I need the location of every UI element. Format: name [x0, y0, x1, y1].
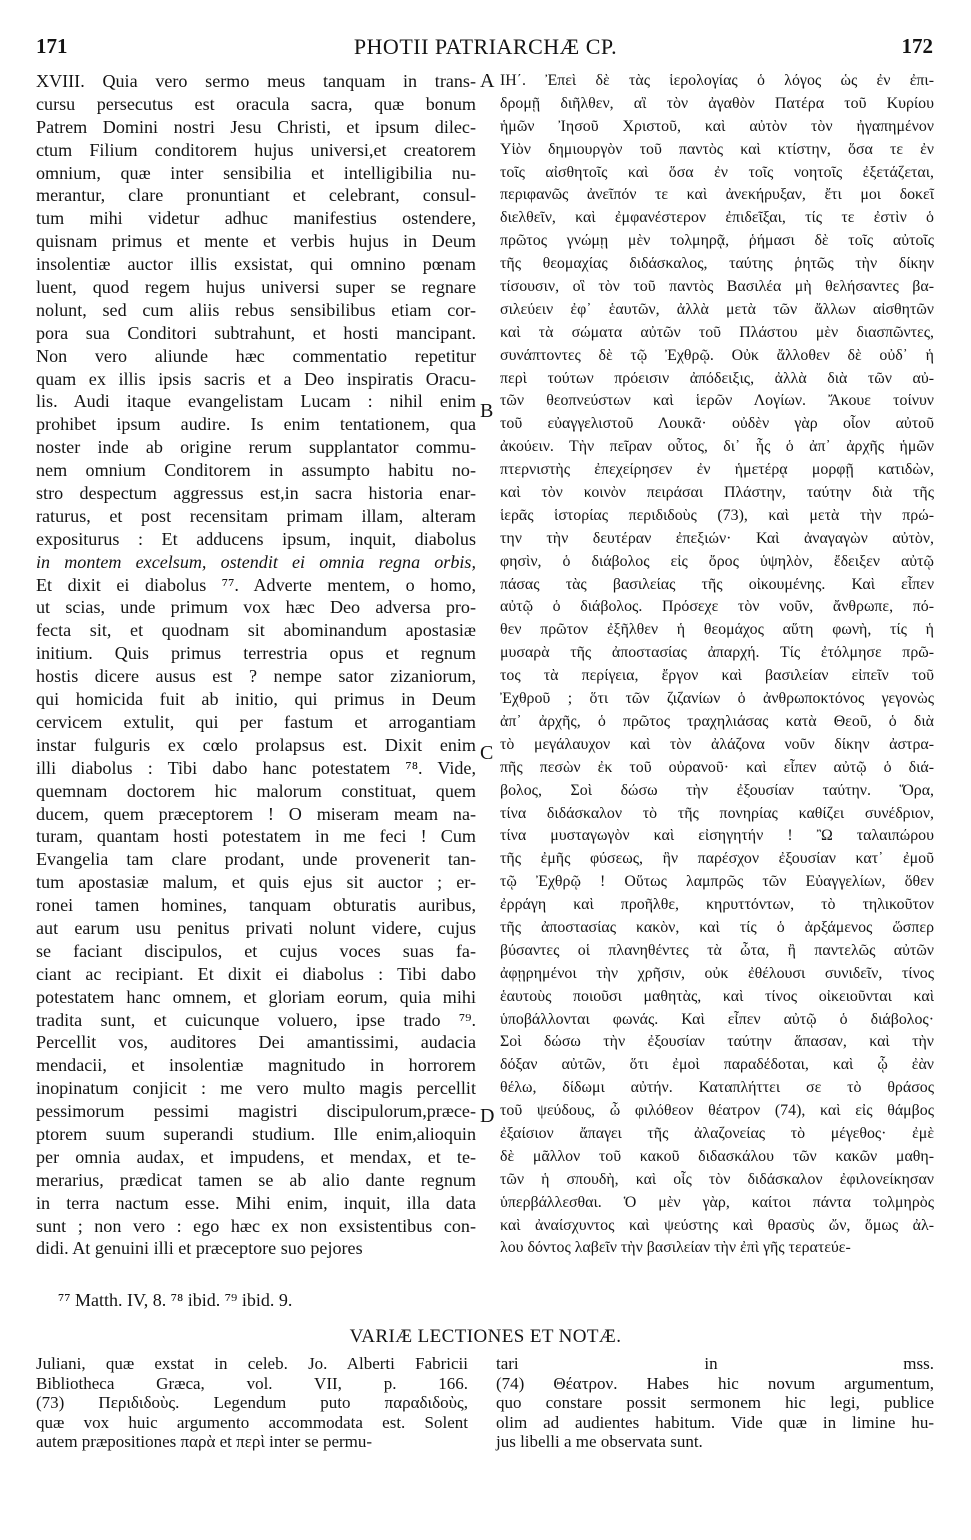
note-line: Juliani, quæ exstat in celeb. Jo. Alberti Fabricii	[36, 1354, 468, 1373]
note-line: quo constare possit sermonem hic legi, publice	[496, 1393, 934, 1413]
latin-text-line: pora sua Conditori subtrahunt, et hosti mancipant.	[36, 322, 476, 343]
note-line: olim ad audientes habitum. Vide quæ in limine hu-	[496, 1412, 934, 1432]
greek-text-line: τος τὰ περίγεια, ἔργον καὶ βασιλείαν εἰπεῖν τοῦ	[500, 667, 934, 685]
greek-text-line: τῆς ἐμῆς φύσεως, ἣν παρέσχον ἐξουσίαν κατ᾽ ἐμοῦ	[500, 850, 934, 868]
latin-text-line: cursu persecutus est oracula sacra, quæ bonum	[36, 93, 476, 114]
latin-text-line: prohibet ipsum audire. Is enim tentationem, qua	[36, 414, 476, 435]
greek-text-line: ἀκούειν. Τὴν πεῖραν οὗτος, δι᾽ ἧς ὁ ἀπ᾽ ἀρχῆς ἡμῶν	[500, 438, 934, 456]
latin-text-line: stro despectum aggressus est,in sacra historia enar-	[36, 483, 476, 504]
greek-text-line: τῆς ἀποστασίας κακὸν, καὶ τίς ὁ ἀρξάμενος ὥσπερ	[500, 918, 934, 936]
notes-right-column	[496, 1354, 934, 1452]
margin-marker-c: C	[480, 742, 494, 764]
latin-text-line: nem omnium Conditorem in assumpto habitu no-	[36, 460, 476, 481]
greek-text-line: τῶν θεοπνεύστων καὶ ἱερῶν Λογίων. Ἄκουε τοίνυν	[500, 392, 934, 410]
latin-text-line: omnium, quæ inter sensibilia et intelligibilia nu-	[36, 162, 476, 183]
greek-text-line: τοῖς αἰσθητοῖς καὶ ὅσα ἐν τοῖς νοητοῖς ἐξετάζεται,	[500, 163, 934, 181]
greek-text-line: τῷ Ἐχθρῷ ! Οὕτως λαμπρῶς τῶν Εὐαγγελίων, ὅθεν	[500, 873, 934, 891]
latin-text-line: pessimorum pessimi magistri discipulorum,præce-	[36, 1101, 476, 1122]
latin-text-line: Et dixit ei diabolus ⁷⁷. Adverte mentem, o homo,	[36, 574, 476, 595]
latin-text-line: cervicem extulit, qui per fastum et arrogantiam	[36, 711, 476, 732]
latin-text-line: tradita sunt, et cuicunque voluero, ipse trado ⁷⁹.	[36, 1009, 476, 1030]
greek-text-line: θεν πρῶτον ἐξῆλθεν ἡ θεομάχος αὕτη φωνὴ, τίς ἡ	[500, 621, 934, 639]
greek-text-line: ἀπ᾽ ἀρχῆς, ὁ πρῶτος τραχηλιάσας κατὰ Θεοῦ, ὁ διὰ	[500, 712, 934, 730]
greek-text-line: ΙΗ΄. Ἐπεὶ δὲ τὰς ἱερολογίας ὁ λόγος ὡς ἐν ἐπι-	[500, 72, 934, 89]
greek-text-line: βύσαντες οἱ πλανηθέντες τὰ ὦτα, ἢ παντελῶς αὐτῶν	[500, 941, 934, 959]
latin-text-line: mendacii, et insolentiæ magnitudo in horrorem	[36, 1055, 476, 1076]
latin-text-line: tum mihi videtur adhuc manifestius ostendere,	[36, 208, 476, 229]
greek-text-line: δόξαν αὐτῶν, ὅτι ἐμοὶ παραδέδοται, καὶ ᾧ ἐὰν	[500, 1056, 934, 1074]
latin-text-line: per omnia audax, et impudens, et mendax, et te-	[36, 1146, 476, 1167]
latin-text-line: Percellit vos, auditores Dei amantissimi, audacia	[36, 1032, 476, 1053]
latin-text-line: instar fulguris ex cœlo prolapsus est. Dixit enim	[36, 734, 476, 755]
latin-text-line: ciant ac recipiant. Et dixit ei diabolus : Tibi dabo	[36, 963, 476, 984]
greek-text-line: λου δόντος λαβεῖν τὴν βασιλείαν τὴν ἐπὶ γῆς τερατεύε-	[500, 1239, 851, 1257]
latin-text-line: potestatem hanc omnem, et gloriam eorum, quia mihi	[36, 986, 476, 1007]
greek-text-line: πῆς πεσὼν ἐκ τοῦ οὐρανοῦ· καὶ εἶπεν αὐτῷ ὁ διά-	[500, 758, 934, 776]
greek-text-line: συνάπτοντες δὲ τῷ Ἐχθρῷ. Οὐκ ἄλλοθεν δὲ οὐδ᾽ ἡ	[500, 346, 934, 364]
greek-text-line: δὲ μᾶλλον τοῦ κακοῦ διδασκάλου τῶν κακῶν μαθη-	[500, 1147, 934, 1165]
running-title: PHOTII PATRIARCHÆ CP.	[353, 34, 618, 59]
margin-marker-b: B	[480, 400, 494, 422]
notes-left-column	[36, 1354, 468, 1452]
latin-text-line: ctum Filium conditorem hujus universi,et creatorem	[36, 139, 476, 160]
latin-text-line: quemnam doctorem hic malorum constituat, quem	[36, 780, 476, 801]
greek-text-line: περιφανῶς ἀνεῖπόν τε καὶ ἀνεκήρυξαν, ἔτι μοι δοκεῖ	[500, 186, 934, 204]
latin-text-line: quam ex illis ipsis sacris et a Deo inspiratis Oracu-	[36, 368, 476, 389]
greek-text-line: ἐρράγη καὶ προῆλθε, κηρυττόντων, τὸ τηλικοῦτον	[500, 896, 934, 914]
greek-text-line: τίνα μυσταγωγὸν καὶ εἰσηγητήν ! Ὢ ταλαιπώρου	[500, 827, 934, 845]
greek-text-line: βολος, Σοὶ δώσω τὴν ἐξουσίαν ταύτην. Ὅρα,	[500, 781, 934, 799]
greek-text-line: τοῦ ψεύδους, ὦ φιλόθεον θέατρον (74), καὶ εἰς θάμβος	[500, 1102, 934, 1120]
latin-text-line: inopinatum conjicit : me vero multo magis percellit	[36, 1078, 476, 1099]
latin-text-line: quisnam primus et mente et verbis hujus in Deum	[36, 231, 476, 252]
note-line: (73) Περιδιδοὺς. Legendum puto παραδιδοὺς,	[36, 1393, 468, 1413]
latin-text-line: expositurus : Et adducens ipsum, inquit, diabolus	[36, 528, 476, 549]
greek-text-line: σιλεύειν ἐφ᾽ ἑαυτῶν, ἀλλὰ μετὰ τῶν ἄλλων αἰσθητῶν	[500, 300, 934, 318]
latin-text-line: merantur, clare pronuntiant et celebrant, consul-	[36, 185, 476, 206]
scripture-footnotes: ⁷⁷ Matth. IV, 8. ⁷⁸ ibid. ⁷⁹ ibid. 9.	[58, 1290, 293, 1310]
greek-text-line: πάσας τὰς βασιλείας τῆς οἰκουμένης. Καὶ εἶπεν	[500, 575, 934, 593]
note-line: Bibliotheca Græca, vol. VII, p. 166.	[36, 1373, 468, 1393]
latin-text-line: qui homicida fuit ab initio, qui primus in Deum	[36, 689, 476, 710]
left-page-number: 171	[36, 34, 68, 58]
latin-text-line: Patrem Domini nostri Jesu Christi, et ipsum dilec-	[36, 116, 476, 137]
latin-text-line: Non vero aliunde hæc commentatio repetitur	[36, 345, 476, 366]
greek-text-line: καὶ ἀναίσχυντος καὶ ψεύστης καὶ θρασὺς ὤν, ὅμως ἀλ-	[500, 1216, 934, 1234]
latin-text-line: fecta sit, et quodnam sit abominandum apostasiæ	[36, 620, 476, 641]
latin-text-line: ronei tamen homines, tanquam obturatis auribus,	[36, 895, 476, 916]
latin-text-line: hostis dicere ausus est ? nempe sator zizaniorum,	[36, 666, 476, 687]
latin-text-line: in montem excelsum, ostendit ei omnia regna orbis,	[36, 551, 476, 572]
latin-text-line: lis. Audi itaque evangelistam Lucam : nihil enim	[36, 391, 476, 412]
note-line: (74) Θέατρον. Habes hic novum argumentum,	[496, 1373, 934, 1393]
greek-text-line: ὑπερβάλλεσθαι. Ὁ μὲν γὰρ, καίτοι πάντα τολμηρὸς	[500, 1193, 934, 1211]
greek-text-line: Σοὶ δώσω τὴν ἐξουσίαν ταύτην ἅπασαν, καὶ τὴν	[500, 1033, 934, 1051]
latin-text-line: aut earum usu penitus privati nolunt videre, cujus	[36, 917, 476, 938]
latin-text-line: noster inde ab origine rerum supplantator commu-	[36, 437, 476, 458]
greek-text-line: τῶν ἡ σπουδὴ, καὶ οἷς τὸν διδάσκαλον ἐφιλονείκησαν	[500, 1170, 934, 1188]
page-header	[0, 34, 971, 64]
greek-text-line: δρομῇ διῆλθεν, αἳ τὸν ἀγαθὸν Πατέρα τοῦ Κυρίου	[500, 94, 934, 112]
greek-text-line: Υἱὸν δημιουργὸν τοῦ παντὸς καὶ κτίστην, ὅσα τε ἐν	[500, 140, 934, 158]
latin-column	[36, 70, 476, 1260]
greek-text-line: Ἐχθροῦ ; ὅτι τῶν ζιζανίων ὁ ἀνθρωποκτόνος γεγονὼς	[500, 690, 934, 708]
latin-text-line: nolunt, sed cum aliis rebus sensibilibus etiam cor-	[36, 299, 476, 320]
latin-text-line: merarius, prædicat tamen se ab alio dante regnum	[36, 1169, 476, 1190]
greek-text-line: μυσαρὰ τῆς ἀποστασίας ἀπαρχή. Τίς ἐτόλμησε πρῶ-	[500, 644, 934, 662]
latin-text-line: tum apostasiæ malum, et quis ejus sit auctor ; er-	[36, 872, 476, 893]
latin-text-line: Evangelia tam clare prodant, unde provenerit tan-	[36, 849, 476, 870]
greek-text-line: τὸ μεγάλαυχον καὶ τὸν ἀλάζονα νοῦν δίκην ἀστρα-	[500, 735, 934, 753]
greek-text-line: ὑποβάλλονται φωνάς. Καὶ εἶπεν αὐτῷ ὁ διάβολος·	[500, 1010, 934, 1028]
greek-text-line: φησὶν, ὁ διάβολος εἰς ὄρος ὑψηλὸν, ἔδειξεν αὐτῷ	[500, 552, 934, 570]
latin-text-line: ptorem suum superandi studium. Ille enim,alioquin	[36, 1123, 476, 1144]
greek-text-line: πρῶτος γνώμῃ μὲν τολμηρᾷ, ῥήμασι δὲ τοῖς αὐτοῖς	[500, 232, 934, 250]
latin-text-line: illi diabolus : Tibi dabo hanc potestatem ⁷⁸. Vide,	[36, 757, 476, 778]
greek-text-line: ἡμῶν Ἰησοῦ Χριστοῦ, καὶ αὐτὸν τὸν ἠγαπημένον	[500, 117, 934, 135]
latin-text-line: raturus, et post recensitam primam illam, alteram	[36, 505, 476, 526]
greek-text-line: ἀφῃρημένοι τὴν χρῆσιν, οὐκ ἐθέλουσι συνιδεῖν, τίνος	[500, 964, 934, 982]
latin-text-line: turam, quantam hosti potestatem in me feci ! Cum	[36, 826, 476, 847]
greek-text-line: καὶ τὸν κοινὸν πειράσαι Πλάστην, ταύτην διὰ τῆς	[500, 484, 934, 502]
greek-text-line: τοῦ εὐαγγελιστοῦ Λουκᾶ· οὐδὲν γὰρ οἷον αὐτοῦ	[500, 415, 934, 433]
note-line: jus libelli a me observata sunt.	[496, 1432, 703, 1452]
latin-text-line: insolentiæ auctor illis exsistat, qui omnino pœnam	[36, 254, 476, 275]
latin-text-line: ducem, quem præceptorem ! O miseram meam na-	[36, 803, 476, 824]
latin-text-line: in terra nactum esse. Mihi enim, inquit, illa data	[36, 1192, 476, 1213]
latin-text-line: ut scias, unde primum vox hæc Deo adversa pro-	[36, 597, 476, 618]
greek-text-line: τίνα διδάσκαλον τὸ τῆς πονηρίας καθίζει συνέδριον,	[500, 804, 934, 822]
latin-text-line: initium. Quis primus terrestria opus et regnum	[36, 643, 476, 664]
greek-text-line: ἐξαίσιον ἄπαγει τῆς ἀλαζονείας τὸ μέγεθος· ἐμὲ	[500, 1124, 934, 1142]
greek-text-line: τῆς θεομαχίας διδάσκαλος, ταύτης ῥητῶς τὴν δίκην	[500, 255, 934, 273]
greek-text-line: ἑαυτοὺς ποιοῦσι μαθητὰς, καὶ τίνος οἰκειοῦνται καὶ	[500, 987, 934, 1005]
right-page-number: 172	[901, 34, 933, 58]
greek-text-line: την τὴν δευτέραν ἐπεξιών· Καὶ ἀναγαγὼν αὐτὸν,	[500, 529, 934, 547]
greek-column	[500, 70, 934, 1260]
greek-text-line: τίσουσιν, οἳ τὸν τοῦ παντὸς Βασιλέα μὴ θελήσαντες βα-	[500, 278, 934, 296]
latin-text-line: didi. At genuini illi et præceptore suo pejores	[36, 1238, 363, 1259]
greek-text-line: θέλω, δίδωμι αὐτήν. Καταπλήττει σε τὸ θράσος	[500, 1079, 934, 1097]
greek-text-line: αὐτῷ ὁ διάβολος. Πρόσεχε τὸν νοῦν, ἄνθρωπε, πό-	[500, 598, 934, 616]
greek-text-line: διελθεῖν, καὶ ἐμφανέστερον ἐπιδεῖξαι, τίς τε ἐστὶν ὁ	[500, 209, 934, 227]
greek-text-line: πτερνιστὴς ἐπεχείρησεν ἐν ἡμετέρᾳ μορφῇ κατιδὼν,	[500, 461, 934, 479]
note-line: quæ vox huic argumento accommodata est. Solent	[36, 1412, 468, 1432]
latin-text-line: XVIII. Quia vero sermo meus tanquam in trans-	[36, 71, 476, 91]
latin-text-line: se faciant discipulos, et cujus voces suas fa-	[36, 940, 476, 961]
greek-text-line: ἱερᾶς ἱστορίας περιδιδοὺς (73), καὶ μετὰ τὴν πρώ-	[500, 506, 934, 524]
margin-marker-d: D	[480, 1105, 495, 1127]
latin-text-line: luent, quod regem hujus universi super se regnare	[36, 277, 476, 298]
note-line: tari in mss.	[496, 1354, 934, 1373]
greek-text-line: καὶ τὰ σώματα αὐτῶν τοῦ Πλάστου μὲν διασπῶντες,	[500, 323, 934, 341]
latin-text-line: sunt ; non vero : ego hæc ex non exsistentibus con-	[36, 1215, 476, 1236]
greek-text-line: περὶ τούτων πρόεισιν ἀπόδειξις, ἀλλὰ διὰ τῶν αὐ-	[500, 369, 934, 387]
note-line: autem præpositiones παρὰ et περὶ inter se permu-	[36, 1432, 373, 1452]
margin-marker-a: A	[480, 70, 495, 92]
notes-title: VARIÆ LECTIONES ET NOTÆ.	[349, 1326, 622, 1347]
